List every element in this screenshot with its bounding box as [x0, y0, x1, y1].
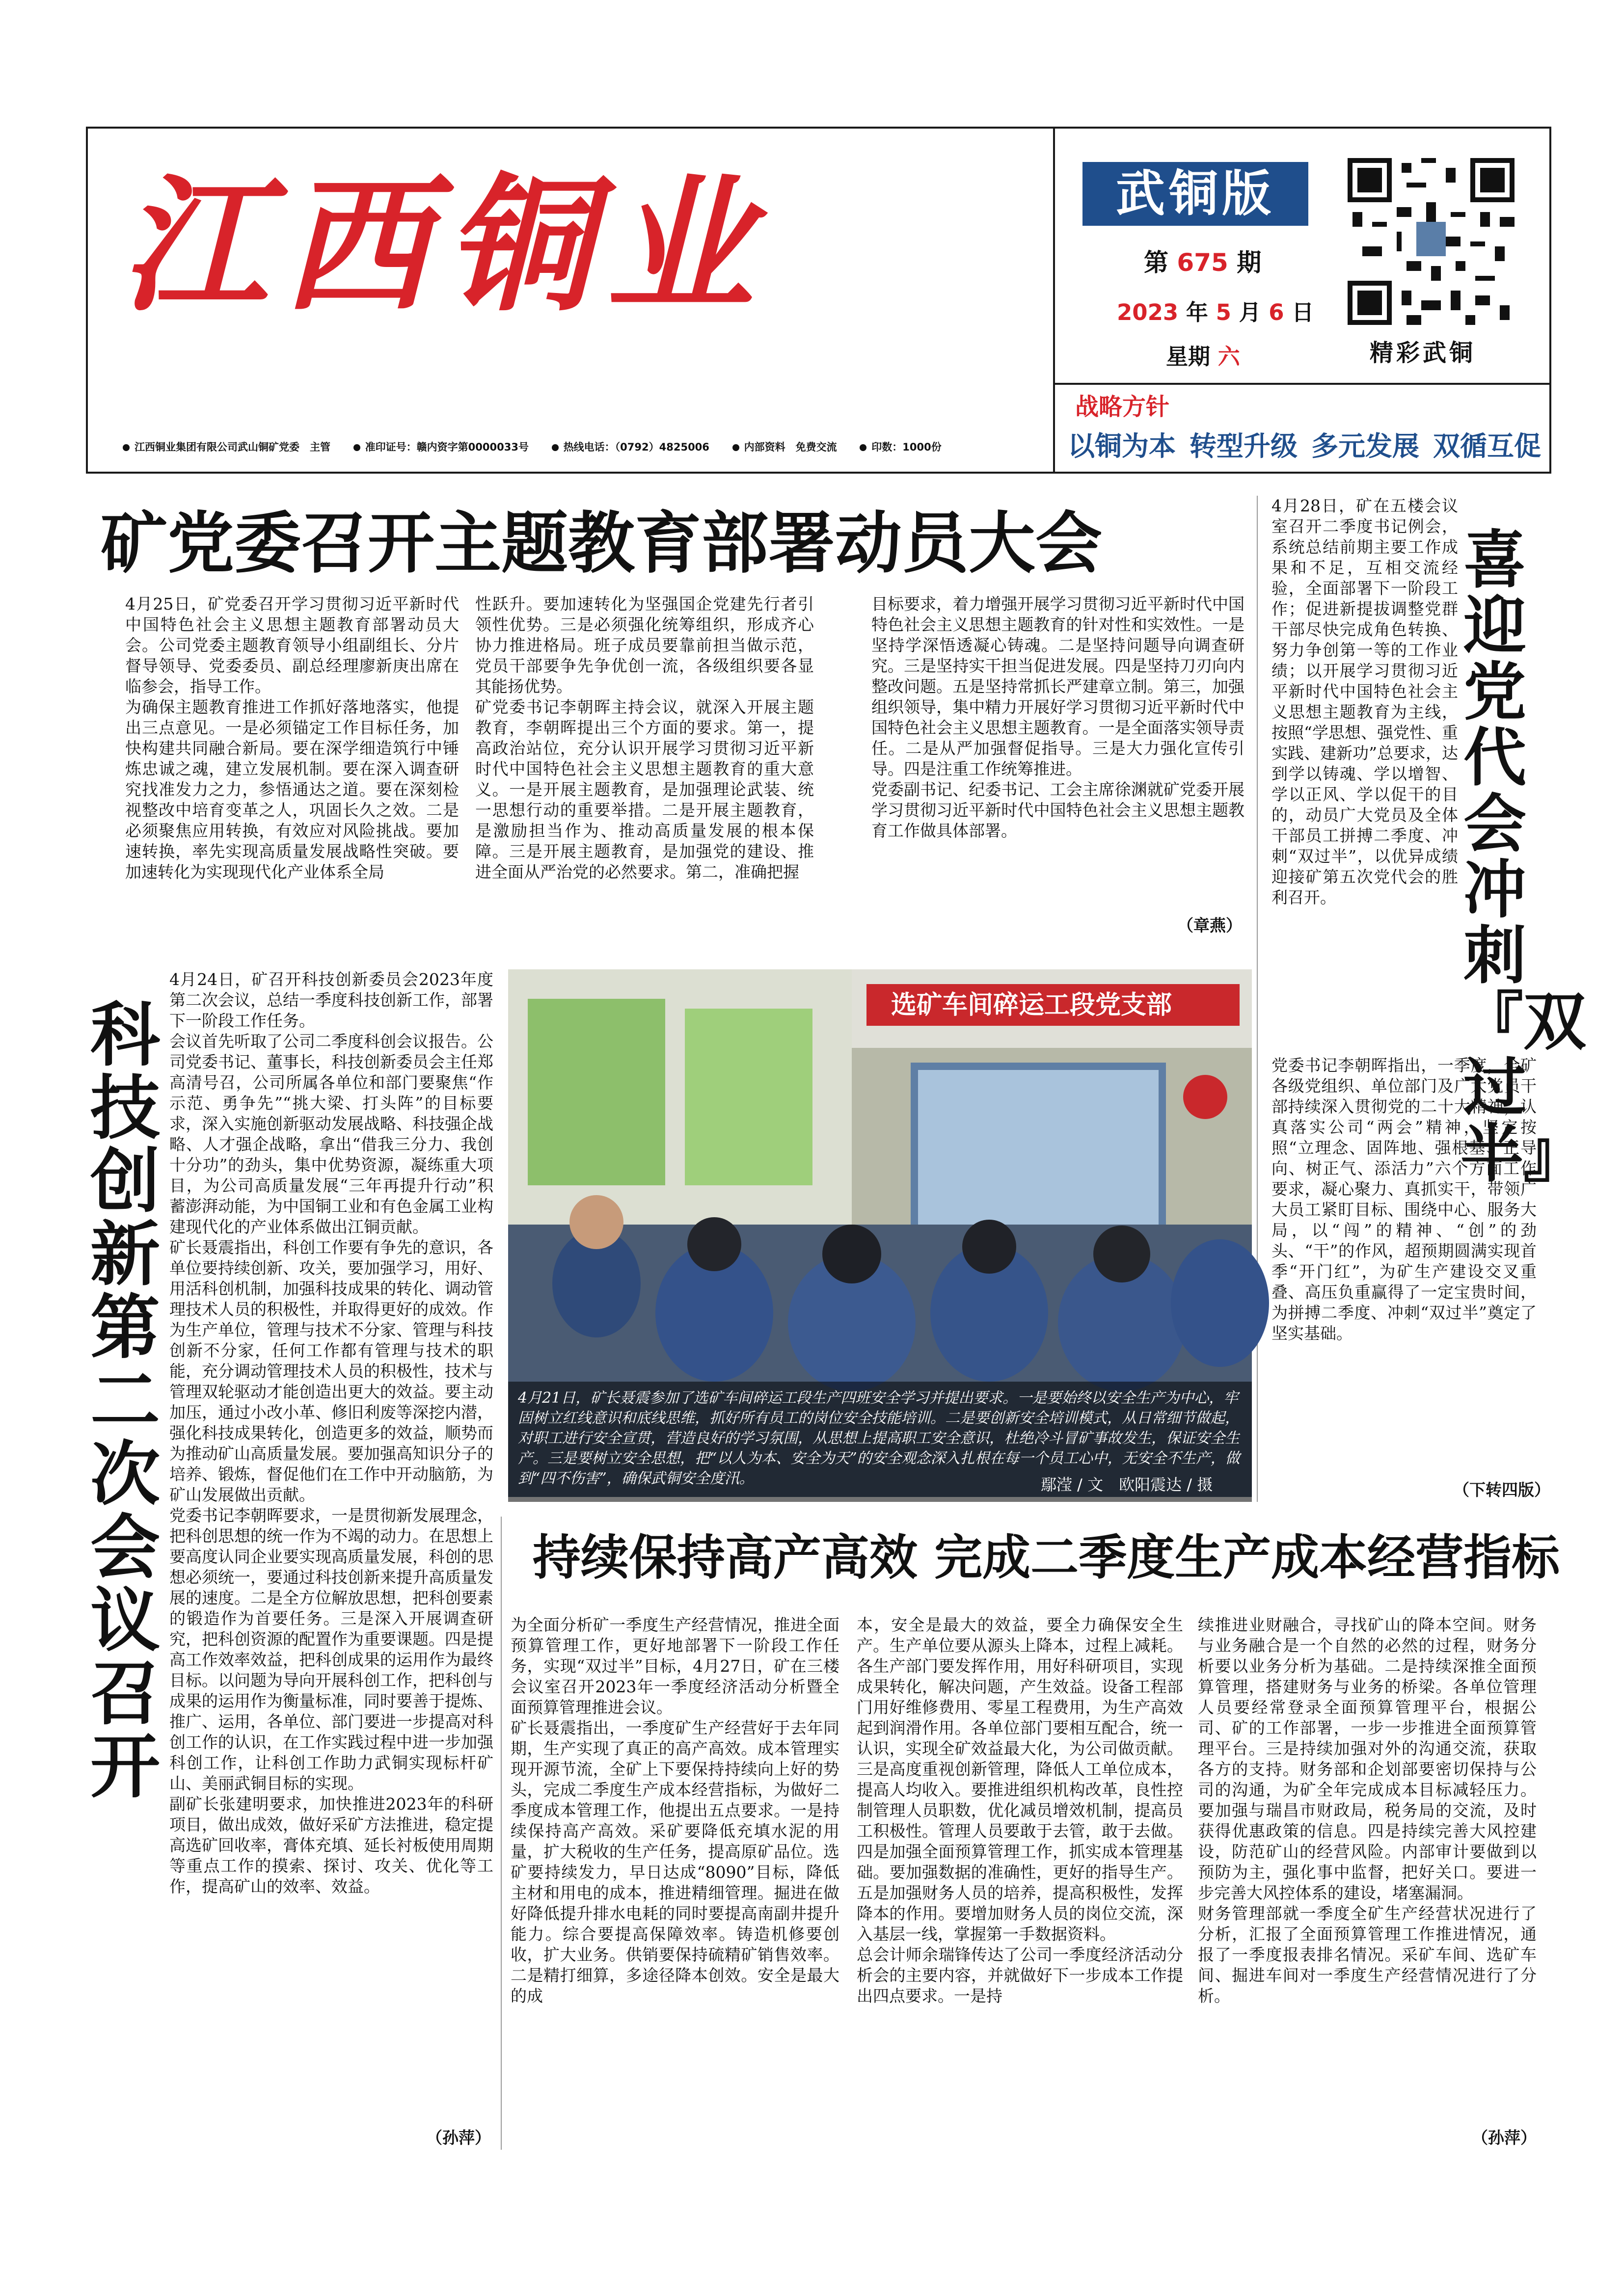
qr-code[interactable] — [1348, 158, 1515, 325]
article4-byline: （孙萍） — [1472, 2128, 1537, 2147]
article1-col2: 性跃升。要加速转化为坚强国企党建先行者引领性优势。三是必须强化统筹组织，形成齐心协力推进格局。班子成员要靠前担当做示范，党员干部要争先争优创一流，各级组织要各显其能扬优势。 矿党委书记李朝晖主持会议，就深入开展主题教育，李朝晖提出三个方面的要求。第一，提高政治站位，充分认识开展学习贯彻习近平新时代中国特色社会主义思想主题教育的重大意义。一是开展主题教育，是加强理论武装、统一思想行动的重要举措。二是开展主题教育，是激励担当作为、推动高质量发展的根本保障。三是开展主题教育，是加强党的建设、推进全面从严治党的必然要求。第二，准确把握 — [475, 594, 814, 881]
strategy-item: 双循互促 — [1433, 430, 1542, 462]
article1-col1: 4月25日，矿党委召开学习贯彻习近平新时代中国特色社会主义思想主题教育部署动员大会。公司党委主题教育领导小组副组长、分片督导领导、党委委员、副总经理廖新庚出席在临参会，指导工作。 为确保主题教育推进工作抓好落地落实，他提出三点意见。一是必须锚定工作目标任务，加快构建共同融合新局。要在深学细造筑行中锤炼忠诚之魂，建立发展机制。要在深入调查研究找准发力之力，参悟通达之道。要在深刻检视整改中培育变革之人，巩固长久之效。二是必须聚焦应用转换，有效应对风险挑战。要加速转换，率先实现高质量发展战略性突破。要加速转化为实现现代化产业体系全局 — [125, 594, 459, 881]
publication-info-bar — [123, 439, 961, 454]
article4-col1: 为全面分析矿一季度生产经营情况，推进全面预算管理工作，更好地部署下一阶段工作任务，实现“双过半”目标，4月27日，矿在三楼会议室召开2023年一季度经济活动分析暨全面预算管理推进会议。 矿长聂震指出，一季度矿生产经营好于去年同期，生产实现了真正的高产高效。成本管理实现开源节流，全矿上下要保持持续向上好的势头，完成二季度生产成本经营指标，为做好二季度成本管理工作，他提出五点要求。一是持续保持高产高效。采矿要降低充填水泥的用量，扩大税收的生产任务，提高原矿品位。选矿要持续发力，早日达成“8090”目标，降低主材和用电的成本，推进精细管理。掘进在做好降低提升排水电耗的同时要提高南副井提升能力。综合要提高保障效率。铸造机修要创收，扩大业务。供销要保持硫精矿销售效率。二是精打细算，多途径降本创效。安全是最大的成 — [511, 1615, 839, 2005]
strategy-items — [1068, 425, 1555, 463]
continued-note: （下转四版） — [1453, 1480, 1550, 1499]
strategy-item: 以铜为本 — [1068, 430, 1176, 462]
info-item: 内部资料 免费交流 — [732, 441, 837, 453]
photo-caption: 4月21日，矿长聂震参加了选矿车间碎运工段生产四班安全学习并提出要求。一是要始终以安全生产为中心，牢固树立红线意识和底线思维，抓好所有员工的岗位安全技能培训。二是要创新安全培训模式，从日常细节做起，对职工进行安全宣贯，营造良好的学习氛围，从思想上提高职工安全意识，杜绝冷斗冒矿事故发生，保证安全生产。三是要树立安全思想，把“以人为本、安全为天”的安全观念深入扎根在每一个员工心中，无安全不生产，做到“四不伤害”，确保武铜安全度汛。 — [518, 1389, 1240, 1487]
photo-credit: 鄢滢 / 文 欧阳震达 / 摄 — [1041, 1475, 1213, 1494]
article2-headline: 喜迎党代会 冲刺『双过半』 — [1461, 524, 1587, 1191]
article1-col3: 目标要求，着力增强开展学习贯彻习近平新时代中国特色社会主义思想主题教育的针对性和实效性。一是坚持学深悟透凝心铸魂。二是坚持问题导向调查研究。三是坚持实干担当促进发展。四是坚持刀刃向内整改问题。五是坚持常抓长严建章立制。第三，加强组织领导，集中精力开展好学习贯彻习近平新时代中国特色社会主义思想主题教育。一是全面落实领导责任。二是从严加强督促指导。三是大力强化宣传引导。四是注重工作统筹推进。 党委副书记、纪委书记、工会主席徐渊就矿党委开展学习贯彻习近平新时代中国特色社会主义思想主题教育工作做具体部署。 — [871, 594, 1244, 840]
article3-intro: 4月24日，矿召开科技创新委员会2023年度第二次会议，总结一季度科技创新工作，部署下一阶段工作任务。 会议首先听取了公司二季度科创会议报告。公司党委书记、董事长，科技创新委员会主任郑高清号召，公司所属各单位和部门要聚焦“作示范、勇争先”“挑大梁、打头阵”的目标要求，深入实施创新驱动发展战略、科技强企战略、人才强企战略，拿出“借我三分力、我创十分功”的劲头，集中优势资源，凝练重大项目，为公司高质量发展“三年再提升行动”积蓄澎湃动能，为中国铜工业和有色金属工业构建现代化的产业体系做出江铜贡献。 矿长聂震指出，科创工作要有争先的意识，各单位要持续创新、攻关，要加强学习，用好、用活科创机制，加强科技成果的转化、调动管理技术人员的积极性，并取得更好的成效。作为生产单位，管理与技术不分家、管理与科技创新不分家，任何工作都有管理与技术的职能，充分调动管理技术人员的积极性，技术与管理双轮驱动才能创造出更大的效益。要主动加压，通过小改小革、修旧利废等深挖内潜，强化科技成果转化，创造更多的效益，顺势而为推动矿山高质量发展。要加强高知识分子的培养、锻炼，督促他们在工作中开动脑筋，为矿山发展做出贡献。 党委书记李朝晖要求，一是贯彻新发展理念，把科创思想的统一作为不竭的动力。在思想上要高度认同企业要实现高质量发展，科创的思想必须统一，要通过科技创新来提升高质量发展的速度。二是全方位解放思想，把科创要素的锻造作为首要任务。三是深入开展调查研究，把科创资源的配置作为重要课题。四是提高工作效率效益，把科创成果的运用作为最终目标。以问题为导向开展科创工作，把科创与成果的运用作为衡量标准，同时要善于提炼、推广、运用，各单位、部门要进一步提高对科创工作的认识，在工作实践过程中进一步加强科创工作，让科创工作助力武铜实现标杆矿山、美丽武铜目标的实现。 副矿长张建明要求，加快推进2023年的科研项目，做出成效，做好采矿方法推进，稳定提高选矿回收率，膏体充填、延长衬板使用周期等重点工作的摸索、探讨、攻关、优化等工作，提高矿山的效率、效益。 — [169, 970, 493, 1896]
article4-headline: 持续保持高产高效 完成二季度生产成本经营指标 — [533, 1530, 1560, 1586]
article4-col2: 本，安全是最大的效益，要全力确保安全生产。生产单位要从源头上降本，过程上减耗。各生产部门要发挥作用，用好科研项目，实现成果转化，解决问题，产生效益。设备工程部门用好维修费用、零星工程费用，为生产高效起到润滑作用。各单位部门要相互配合，统一认识，实现全矿效益最大化，为公司做贡献。三是高度重视创新管理，降低人工单位成本，提高人均收入。要推进组织机构改革，良性控制管理人员职数，优化减员增效机制，提高员工积极性。管理人员要敢于去管，敢于去做。四是加强全面预算管理工作，抓实成本管理基础。要加强数据的准确性，更好的指导生产。五是加强财务人员的培养，提高积极性，发挥降本的作用。要增加财务人员的岗位交流，深入基层一线，掌握第一手数据资料。 总会计师余瑞锋传达了公司一季度经济活动分析会的主要内容，并就做好下一步成本工作提出四点要求。一是持 — [857, 1615, 1183, 2005]
issue-date: 2023 年 5 月 6 日 — [1117, 299, 1314, 325]
column-rule — [501, 1517, 502, 2150]
strategy-label: 战略方针 — [1075, 393, 1170, 421]
issue-number: 第 675 期 — [1144, 248, 1262, 277]
banner-text: 选矿车间碎运工段党支部 — [891, 990, 1172, 1020]
article2-col-bottom: 党委书记李朝晖指出，一季度，全矿各级党组织、单位部门及广大党员干部持续深入贯彻党的二十大精神，认真落实公司“两会”精神，坚定按照“立理念、固阵地、强根基、正导向、树正气、添活力”六个方面工作要求，凝心聚力、真抓实干，带领广大员工紧盯目标、围绕中心、服务大局，以“闯”的精神、“创”的劲头、“干”的作风，超预期圆满实现首季“开门红”，为矿生产建设交叉重叠、高压负重赢得了一定宝贵时间，为拼搏二季度、冲刺“双过半”奠定了坚实基础。 — [1271, 1056, 1537, 1343]
article1-byline: （章燕） — [1177, 916, 1242, 935]
strategy-item: 转型升级 — [1190, 430, 1298, 462]
info-item: 江西铜业集团有限公司武山铜矿党委 主管 — [123, 441, 330, 453]
issue-weekday: 星期 六 — [1166, 344, 1240, 370]
column-rule — [1257, 496, 1258, 1502]
article4-col3: 续推进业财融合，寻找矿山的降本空间。财务与业务融合是一个自然的必然的过程，财务分析要以业务分析为基础。二是持续深推全面预算管理，搭建财务与业务的桥梁。各单位管理人员要经常登录全面预算管理平台，根据公司、矿的工作部署，一步一步推进全面预算管理平台。三是持续加强对外的沟通交流，获取各方的支持。财务部和企划部要密切保持与公司的沟通，为矿全年完成成本目标减轻压力。要加强与瑞昌市财政局，税务局的交流，及时获得优惠政策的信息。四是持续完善大风控建设，防范矿山的经营风险。内部审计要做到以预防为主，强化事中监督，把好关口。要进一步完善大风控体系的建设，堵塞漏洞。 财务管理部就一季度全矿生产经营状况进行了分析，汇报了全面预算管理工作推进情况，通报了一季度报表排名情况。采矿车间、选矿车间、掘进车间对一季度生产经营情况进行了分析。 — [1198, 1615, 1537, 2005]
article3-byline: （孙萍） — [426, 2128, 491, 2147]
article1-headline: 矿党委召开主题教育部署动员大会 — [101, 505, 1102, 583]
info-item: 印数：1000份 — [860, 441, 941, 453]
edition-badge: 武铜版 — [1082, 162, 1308, 226]
newspaper-title: 江西铜业 — [120, 159, 768, 332]
info-item: 准印证号：赣内资字第0000033号 — [353, 441, 529, 453]
article3-headline: 科技创新第二次会议召开 — [90, 995, 160, 1808]
info-item: 热线电话：（0792）4825006 — [552, 441, 709, 453]
strategy-item: 多元发展 — [1311, 430, 1420, 462]
masthead-divider — [1053, 127, 1055, 474]
qr-caption: 精彩武铜 — [1370, 339, 1476, 367]
masthead-strategy-divider — [1053, 383, 1551, 385]
article2-col-top: 4月28日，矿在五楼会议室召开二季度书记例会，系统总结前期主要工作成果和不足，互相交流经验，全面部署下一阶段工作；促进新提拔调整党群干部尽快完成角色转换、努力争创第一等的工作业绩；以开展学习贯彻习近平新时代中国特色社会主义思想主题教育为主线，按照“学思想、强党性、重实践、建新功”总要求，达到学以铸魂、学以增智、学以正风、学以促干的目的，动员广大党员及全体干部员工拼搏二季度、冲刺“双过半”，以优异成绩迎接矿第五次党代会的胜利召开。 — [1271, 496, 1458, 907]
